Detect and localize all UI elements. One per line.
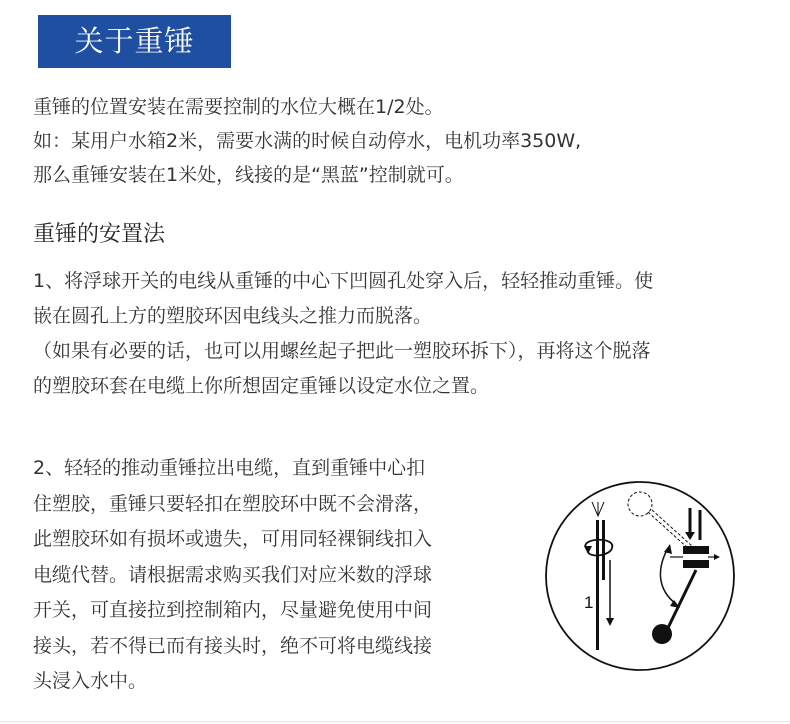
step-2-line: 头浸入水中。 — [33, 670, 148, 692]
step-1-paragraph — [33, 264, 653, 404]
plastic-ring-top — [683, 546, 709, 554]
step-2-line: 电缆代替。请根据需求购买我们对应米数的浮球 — [33, 563, 433, 586]
down-arrow-icon — [685, 532, 695, 540]
down-arrow-icon — [606, 618, 614, 626]
step-1-line: 1、将浮球开关的电线从重锤的中心下凹圆孔处穿入后，轻轻推动重锤。使 — [33, 270, 654, 292]
section-title-badge: 关于重锤 — [38, 15, 231, 68]
plastic-ring-bottom — [683, 560, 709, 568]
step-1-line: （如果有必要的话，也可以用螺丝起子把此一塑胶环拆下），再将这个脱落 — [33, 340, 651, 362]
diagram-step-number: 1 — [584, 593, 594, 612]
intro-line: 那么重锤安装在1米处，线接的是“黑蓝”控制就可。 — [33, 164, 464, 186]
step-1-line: 嵌在圆孔上方的塑胶环因电线头之推力而脱落。 — [33, 305, 433, 327]
step-1-line: 的塑胶环套在电缆上你所想固定重锤以设定水位之置。 — [33, 375, 490, 397]
step-2-line: 2、轻轻的推动重锤拉出电缆，直到重锤中心扣 — [33, 457, 426, 479]
diagram-outline-circle — [546, 482, 734, 670]
cable-threading-figure — [584, 502, 614, 650]
step-2-line: 此塑胶环如有损坏或遗失，可用同轻裸铜线扣入 — [33, 528, 433, 550]
intro-paragraph — [33, 90, 581, 192]
step-2-line: 接头，若不得已而有接头时，绝不可将电缆线接 — [33, 634, 433, 657]
float-switch-weight-diagram — [540, 480, 740, 672]
bottom-divider — [0, 721, 790, 722]
step-2-line: 住塑胶，重锤只要轻扣在塑胶环中既不会滑落， — [33, 492, 433, 515]
weight-ring-figure — [628, 492, 720, 644]
intro-line: 重锤的位置安装在需要控制的水位大概在1/2处。 — [33, 96, 444, 118]
intro-line: 如：某用户水箱2米，需要水满的时候自动停水，电机功率350W, — [33, 130, 582, 152]
section-heading: 重锤的安置法 — [33, 222, 166, 247]
cable-right — [602, 520, 605, 580]
step-2-paragraph — [33, 451, 432, 700]
float-ball — [652, 624, 672, 644]
step-2-line: 开关，可直接拉到控制箱内，尽量避免使用中间 — [33, 599, 433, 621]
